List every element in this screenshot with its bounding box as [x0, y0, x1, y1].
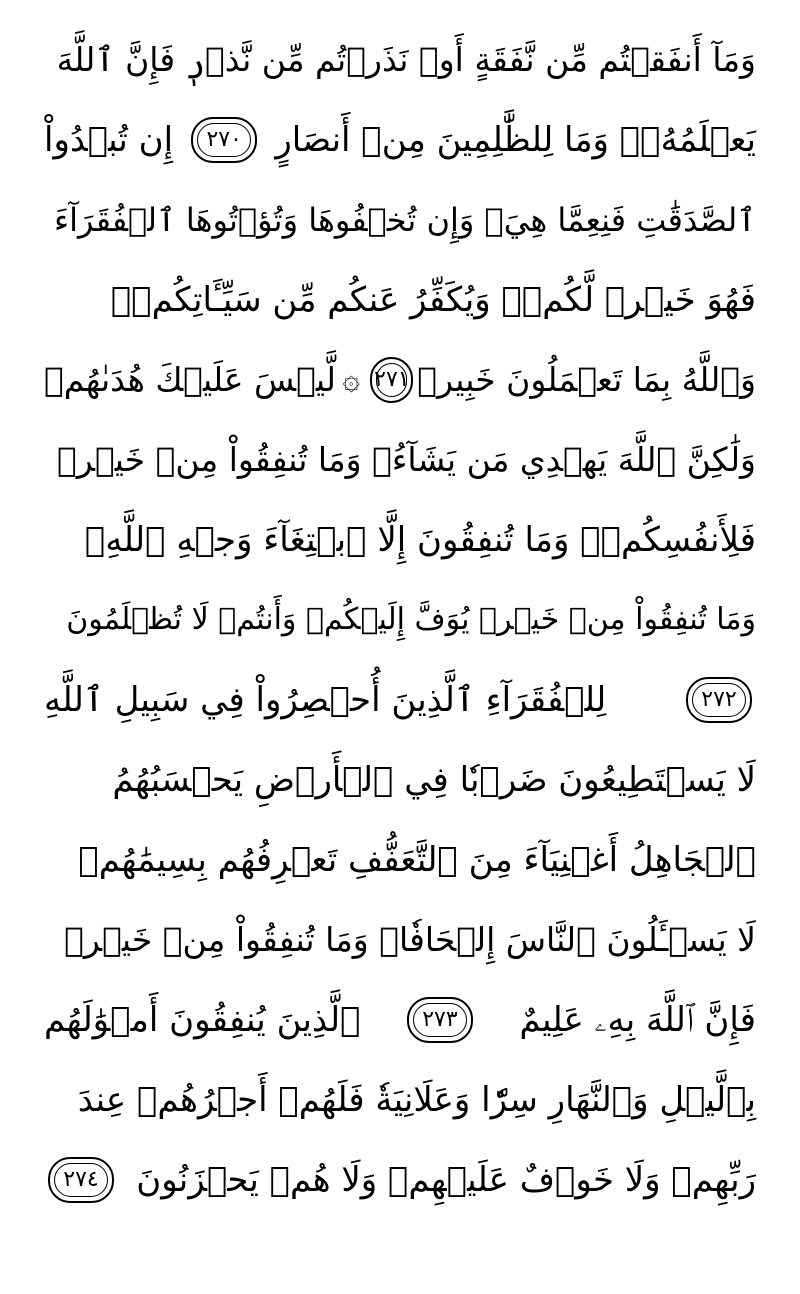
text-line-1: [44, 24, 756, 96]
text-line-14: [44, 1064, 756, 1136]
verse-end-marker: ٢٧٤: [48, 1157, 114, 1203]
verse-text: لِلۡفُقَرَآءِ ٱلَّذِينَ أُحۡصِرُواْ فِي سَبِيلِ ٱللَّهِ: [44, 680, 607, 720]
text-line-11: [44, 824, 756, 896]
verse-text: بِٱلَّيۡلِ وَٱلنَّهَارِ سِرّٗا وَعَلَانِيَةٗ فَلَهُمۡ أَجۡرُهُمۡ عِندَ: [77, 1080, 756, 1120]
verse-text: لَا يَسۡتَطِيعُونَ ضَرۡبٗا فِي ٱلۡأَرۡضِ يَحۡسَبُهُمُ: [112, 760, 756, 800]
verse-text: ٱلَّذِينَ يُنفِقُونَ أَمۡوَٰلَهُم: [44, 1000, 361, 1040]
verse-text: لَا يَسۡـَٔلُونَ ٱلنَّاسَ إِلۡحَافٗاۗ وَمَا تُنفِقُواْ مِنۡ خَيۡرٖ: [64, 920, 756, 959]
text-line-13: [44, 984, 756, 1056]
verse-text: وَمَا تُنفِقُواْ مِنۡ خَيۡرٖ يُوَفَّ إِلَيۡكُمۡ وَأَنتُمۡ لَا تُظۡلَمُونَ: [66, 602, 756, 637]
text-line-8: [44, 584, 756, 656]
verse-text: ٱلۡجَاهِلُ أَغۡنِيَآءَ مِنَ ٱلتَّعَفُّفِ تَعۡرِفُهُم بِسِيمَٰهُمۡ: [78, 840, 756, 880]
verse-text: وَٱللَّهُ بِمَا تَعۡمَلُونَ خَبِيرٞ: [417, 360, 756, 399]
text-line-12: [44, 904, 756, 976]
verse-text: إِن تُبۡدُواْ: [44, 120, 174, 160]
verse-text: فَإِنَّ ٱللَّهَ بِهِۦ عَلِيمٌ: [519, 1000, 756, 1040]
verse-text: وَلَٰكِنَّ ٱللَّهَ يَهۡدِي مَن يَشَآءُۗ وَمَا تُنفِقُواْ مِنۡ خَيۡرٖ: [56, 440, 756, 479]
verse-end-marker: ٢٧٠: [191, 117, 257, 163]
verse-text: فَهُوَ خَيۡرٞ لَّكُمۡۚ وَيُكَفِّرُ عَنكُم مِّن سَيِّـَٔاتِكُمۡۗ: [110, 280, 756, 320]
verse-end-marker: ٢٧٣: [407, 997, 473, 1043]
verse-text: رَبِّهِمۡ وَلَا خَوۡفٌ عَلَيۡهِمۡ وَلَا هُمۡ يَحۡزَنُونَ: [136, 1160, 756, 1200]
text-line-4: [44, 264, 756, 336]
verse-text: وَمَآ أَنفَقۡتُم مِّن نَّفَقَةٍ أَوۡ نَذَرۡتُم مِّن نَّذۡرٖ فَإِنَّ ٱللَّهَ: [56, 40, 756, 79]
verse-text: يَعۡلَمُهُۥۗ وَمَا لِلظَّٰلِمِينَ مِنۡ أَنصَارٍ: [275, 120, 756, 160]
verse-text: ٱلصَّدَقَٰتِ فَنِعِمَّا هِيَۖ وَإِن تُخۡفُوهَا وَتُؤۡتُوهَا ٱلۡفُقَرَآءَ: [54, 201, 756, 239]
text-line-3: [44, 184, 756, 256]
verse-end-marker: ٢٧٢: [686, 677, 752, 723]
text-line-15: [44, 1144, 756, 1216]
verse-text: فَلِأَنفُسِكُمۡۚ وَمَا تُنفِقُونَ إِلَّا ٱبۡتِغَآءَ وَجۡهِ ٱللَّهِۚ: [84, 520, 756, 560]
rub-el-hizb-icon: ۞: [342, 362, 361, 397]
verse-text: لَّيۡسَ عَلَيۡكَ هُدَىٰهُمۡ: [44, 360, 336, 399]
text-line-5: [44, 344, 756, 416]
text-line-2: [44, 104, 756, 176]
text-line-10: [44, 744, 756, 816]
verse-end-marker: ٢٧١: [370, 357, 413, 403]
text-line-7: [44, 504, 756, 576]
text-line-9: [44, 664, 756, 736]
text-line-6: [44, 424, 756, 496]
